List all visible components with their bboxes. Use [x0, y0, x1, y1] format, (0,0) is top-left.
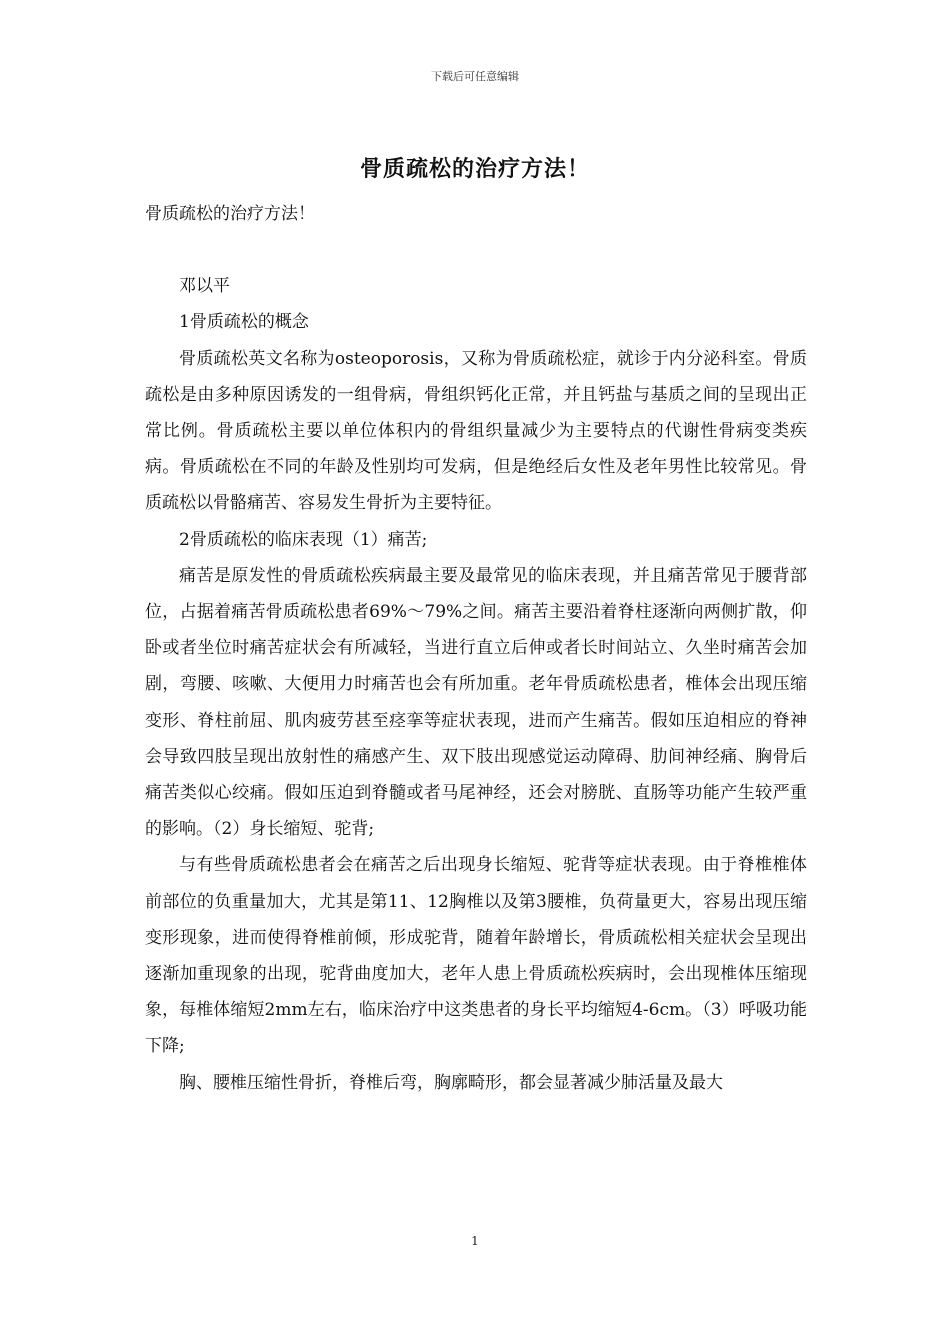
paragraph-height-loss: 与有些骨质疏松患者会在痛苦之后出现身长缩短、驼背等症状表现。由于脊椎椎体前部位的负重量加大，尤其是第11、12胸椎以及第3腰椎，负荷量更大，容易出现压缩变形现象，进而使得脊椎前倾，形成驼背，随着年龄增长，骨质疏松相关症状会呈现出逐渐加重现象的出现，驼背曲度加大，老年人患上骨质疏松疾病时，会出现椎体压缩现象，每椎体缩短2mm左右，临床治疗中这类患者的身长平均缩短4-6cm。（3）呼吸功能下降; — [145, 855, 807, 1057]
paragraph-pain: 痛苦是原发性的骨质疏松疾病最主要及最常见的临床表现，并且痛苦常见于腰背部位，占据着痛苦骨质疏松患者69%～79%之间。痛苦主要沿着脊柱逐渐向两侧扩散，仰卧或者坐位时痛苦症状会有所减轻，当进行直立后伸或者长时间站立、久坐时痛苦会加剧，弯腰、咳嗽、大便用力时痛苦也会有所加重。老年骨质疏松患者，椎体会出现压缩变形、脊柱前屈、肌肉疲劳甚至痉挛等症状表现，进而产生痛苦。假如压迫相应的脊神会导致四肢呈现出放射性的痛感产生、双下肢出现感觉运动障碍、肋间神经痛、胸骨后痛苦类似心绞痛。假如压迫到脊髓或者马尾神经，还会对膀胱、直肠等功能产生较严重的影响。（2）身长缩短、驼背; — [145, 565, 807, 840]
paragraph-concept: 骨质疏松英文名称为osteoporosis，又称为骨质疏松症，就诊于内分泌科室。骨质疏松是由多种原因诱发的一组骨病，骨组织钙化正常，并且钙盐与基质之间的呈现出正常比例。骨质疏松主要以单位体积内的骨组织量减少为主要特点的代谢性骨病变类疾病。骨质疏松在不同的年龄及性别均可发病，但是绝经后女性及老年男性比较常见。骨质疏松以骨骼痛苦、容易发生骨折为主要特征。 — [145, 348, 807, 514]
author-line: 邓以平 — [179, 276, 230, 297]
header-note: 下载后可任意编辑 — [431, 70, 519, 83]
document-title: 骨质疏松的治疗方法！ — [359, 156, 590, 182]
page-number: 1 — [471, 1234, 479, 1248]
document-subtitle: 骨质疏松的治疗方法！ — [145, 204, 315, 224]
paragraph-breathing: 胸、腰椎压缩性骨折，脊椎后弯，胸廓畸形，都会显著减少肺活量及最大 — [179, 1072, 723, 1093]
section-heading-symptoms: 2骨质疏松的临床表现（1）痛苦; — [179, 529, 428, 550]
document-body — [145, 196, 807, 1101]
section-heading-concept: 1骨质疏松的概念 — [179, 312, 309, 333]
